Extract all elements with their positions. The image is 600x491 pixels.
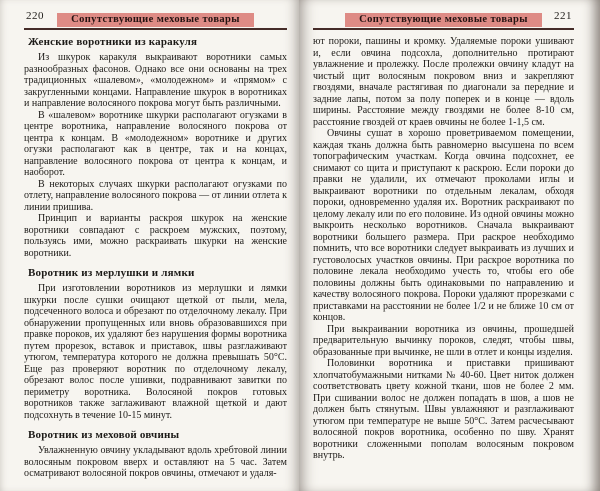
- running-title-right: Сопутствующие меховые товары: [345, 13, 542, 27]
- paragraph: В некоторых случаях шкурки располагают огузками по отлету, направление волосяного покрова — от линии отлета к линии пришива.: [24, 178, 287, 213]
- page-header-right: [313, 9, 574, 26]
- section-heading-karakul: Женские воротники из каракуля: [28, 36, 198, 48]
- page-body-left: [24, 36, 287, 480]
- page-left: [0, 0, 299, 491]
- page-header-left: [24, 9, 287, 26]
- paragraph-continued: ют пороки, пашины и кромку. Удаляемые пороки ушивают и, если овчина подсохла, дополнительно протирают увлажнение и пролежку. После пролежки овчину кладут на чистый щит волосяным покровом вниз и закрепляют гвоздями, вначале растягивая по диагонали за передние и задние лапы, потом за полу поперек и в конце — вдоль ширины. Расстояние между гвоздями не более 8-10 см, расстояние гвоздей от краев овчины не более 1-1,5 см.: [313, 36, 574, 128]
- paragraph: Принцип и варианты раскроя шкурок на женские воротники совпадают с раскроем мужских, поэтому, пользуясь ими, можно раскраивать шкурки на женские воротники.: [24, 213, 287, 259]
- paragraph: При изготовлении воротников из мерлушки и лямки шкурки после сушки очищают щеткой от пыли, мела, подсеченного волоса и обрезают по отделочному лекалу. При обнаружении пропущенных или вновь образовавшихся при правке пороков, их удаляют без нарушения формы воротника путем прорезок, вставок и приставок, швы разглаживают утюгом, температура которого не должна превышать 50°С. Еще раз проверяют воротник по отделочному лекалу, обрезают волос после ушивки, подравнивают завитки по периметру воротника. Волосяной покров готовых воротников также заглаживают влажной щеткой и дают подсохнуть в течение 10-15 минут.: [24, 283, 287, 421]
- page-right: [299, 0, 600, 491]
- page-number-right: 221: [554, 10, 572, 22]
- paragraph: В «шалевом» воротнике шкурки располагают огузками в центре воротника, направление волосяного покрова от центра к концам. В «молодежном» воротнике и других огузки располагают как в центре, так и на концах, направление волосяного покрова от центра к концам, и наоборот.: [24, 109, 287, 178]
- running-title-left: Сопутствующие меховые товары: [57, 13, 254, 27]
- paragraph: Овчины сушат в хорошо проветриваемом помещении, каждая ткань должна быть равномерно высушена по всем топографическим участкам. Когда овчина подсохнет, ее снимают со щита и приступают к раскрою. Если пороки до правки не удалили, их отмечают проколами иглы и выкраивают воротники по отдельным лекалам, обходя пороки, одновременно удаляя их. Воротник раскраивают по целому лекалу или по его половине. Из одной овчины можно выкроить несколько воротников. Сначала выкраивают воротники большего размера. При раскрое необходимо помнить, что все воротники следует выкраивать из лучших и густоволосых участков овчины. При раскрое воротника по половине лекала необходимо учесть то, чтобы его обе половины должны быть одинаковыми по направлению и качеству волосяного покрова. Пороки удаляют прорезками с приставками на расстоянии не более 1/2 и не ближе 10 см от концов.: [313, 128, 574, 323]
- page-number-left: 220: [26, 10, 44, 22]
- section-heading-merlushka: Воротник из мерлушки и лямки: [28, 267, 195, 279]
- page-body-right: [313, 36, 574, 462]
- header-rule-right: [313, 28, 574, 30]
- header-rule-left: [24, 28, 287, 30]
- paragraph: При выкраивании воротника из овчины, прошедшей предварительную вычинку пороков, следят, чтобы швы, образованные при вычинке, не шли в отлет и концы изделия.: [313, 323, 574, 358]
- section-heading-ovchina: Воротник из меховой овчины: [28, 429, 180, 441]
- paragraph: Половинки воротника и приставки пришивают хлопчатобумажными нитками № 40-60. Цвет ниток должен соответствовать цвету кожной ткани, шов не более 2 мм. При сшивании волос не должен попадать в шов, а шов не должен быть стянутым. Швы увлажняют и разглаживают утюгом при температуре не выше 50°С. Затем расчесывают волосяной покров воротника, особенно по шву. Хранят воротники сложенными пополам волосяным покровом внутрь.: [313, 358, 574, 461]
- paragraph: Увлажненную овчину укладывают вдоль хребтовой линии волосяным покровом вверх и оставляют на 5 час. Затем осматривают волосяной покров овчины, отмечают и удаля-: [24, 445, 287, 479]
- paragraph: Из шкурок каракуля выкраивают воротники самых разнообразных фасонов. Однако все они основаны на трех традиционных «шалевом», «молодежном» и «прямом» с закругленными концами. Направление шкурок в воротниках и направление волосяного покрова могут быть различными.: [24, 52, 287, 109]
